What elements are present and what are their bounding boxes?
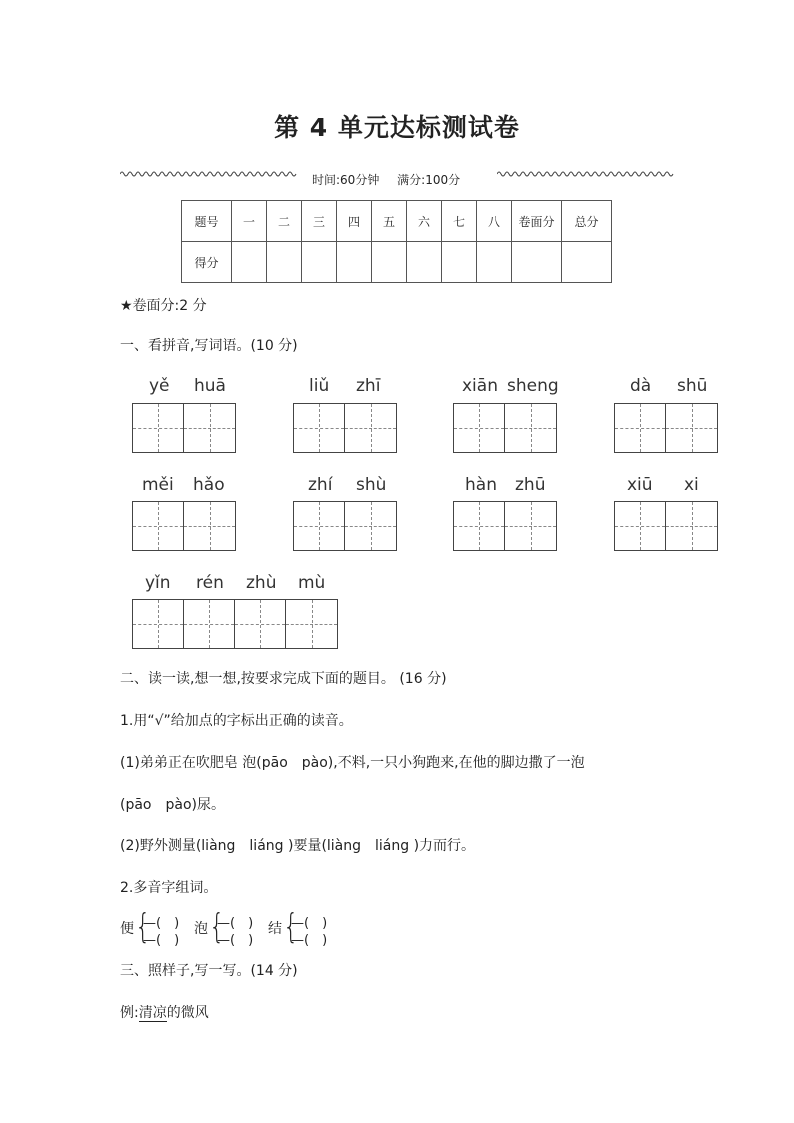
score-header-cell: 题号: [182, 201, 232, 242]
writing-grid[interactable]: [614, 501, 718, 551]
writing-grid[interactable]: [132, 403, 236, 453]
score-table: [181, 200, 612, 283]
score-header-row: [182, 201, 612, 242]
score-header-cell: 一: [232, 201, 267, 242]
example-underlined: 清凉: [138, 1005, 167, 1021]
polyphone-group: [120, 907, 190, 948]
polyphone-group: [194, 907, 264, 948]
polyphone-blank[interactable]: —( ): [143, 916, 180, 931]
pinyin: sheng: [507, 376, 559, 396]
score-header-cell: 四: [337, 201, 372, 242]
pinyin: hǎo: [193, 475, 225, 495]
pinyin: liǔ: [309, 376, 330, 396]
question-1: 1.用“√”给加点的字标出正确的读音。: [120, 713, 353, 729]
decorative-wave-left: [120, 170, 298, 178]
score-header-cell: 八: [477, 201, 512, 242]
example-prefix: 例:: [120, 1005, 139, 1021]
example-rest: 的微风: [166, 1005, 209, 1021]
pinyin: zhī: [356, 376, 381, 396]
score-header-cell: 二: [267, 201, 302, 242]
decorative-wave-right: [497, 170, 675, 178]
pinyin: shù: [356, 475, 387, 495]
writing-grid[interactable]: [132, 599, 338, 649]
section3-heading: 三、照样子,写一写。(14 分): [120, 963, 298, 979]
writing-grid[interactable]: [293, 403, 397, 453]
sentence-1a: (1)弟弟正在吹肥皂 泡(pāo pào),不料,一只小狗跑来,在他的脚边撒了一泡: [120, 755, 585, 771]
polyphone-blank[interactable]: —( ): [143, 933, 180, 948]
brace-icon: {: [283, 907, 299, 947]
question-2: 2.多音字组词。: [120, 880, 218, 896]
pinyin: zhù: [246, 573, 277, 593]
page-title: 第 4 单元达标测试卷: [274, 113, 520, 142]
pinyin: shū: [677, 376, 708, 396]
section1-heading: 一、看拼音,写词语。(10 分): [120, 338, 298, 354]
pinyin: xiān: [462, 376, 498, 396]
polyphone-char: 泡: [194, 921, 208, 937]
exam-full-score: 满分:100分: [397, 173, 461, 187]
exam-time: 时间:60分钟: [312, 173, 380, 187]
pinyin: yǐn: [145, 573, 171, 593]
score-cell[interactable]: [232, 242, 267, 283]
polyphone-char: 结: [268, 921, 282, 937]
score-cell[interactable]: [337, 242, 372, 283]
score-cell[interactable]: [407, 242, 442, 283]
polyphone-blank[interactable]: —( ): [217, 933, 254, 948]
brace-icon: {: [135, 907, 151, 947]
score-header-cell: 三: [302, 201, 337, 242]
section2-heading: 二、读一读,想一想,按要求完成下面的题目。 (16 分): [120, 671, 447, 687]
pinyin: zhí: [308, 475, 333, 495]
brace-icon: {: [209, 907, 225, 947]
score-cell[interactable]: [442, 242, 477, 283]
score-cell[interactable]: [512, 242, 562, 283]
pinyin: xiū: [627, 475, 653, 495]
polyphone-blank[interactable]: —( ): [217, 916, 254, 931]
pinyin: dà: [630, 376, 652, 396]
writing-grid[interactable]: [132, 501, 236, 551]
polyphone-blank[interactable]: —( ): [291, 933, 328, 948]
exam-meta: [312, 171, 474, 188]
score-header-cell: 七: [442, 201, 477, 242]
writing-grid[interactable]: [614, 403, 718, 453]
example-line: [120, 1002, 209, 1022]
pinyin: hàn: [465, 475, 497, 495]
neatness-score: ★卷面分:2 分: [120, 298, 207, 314]
score-cell[interactable]: [302, 242, 337, 283]
writing-grid[interactable]: [293, 501, 397, 551]
pinyin: mù: [298, 573, 326, 593]
score-header-cell: 总分: [562, 201, 612, 242]
score-header-cell: 六: [407, 201, 442, 242]
pinyin: huā: [194, 376, 226, 396]
polyphone-group: [268, 907, 338, 948]
pinyin: měi: [142, 475, 174, 495]
score-cell[interactable]: [267, 242, 302, 283]
score-row-label: 得分: [182, 242, 232, 283]
writing-grid[interactable]: [453, 501, 557, 551]
score-value-row: [182, 242, 612, 283]
score-cell[interactable]: [372, 242, 407, 283]
score-header-cell: 五: [372, 201, 407, 242]
pinyin: xi: [684, 475, 699, 495]
score-cell[interactable]: [477, 242, 512, 283]
pinyin: yě: [149, 376, 170, 396]
score-header-cell: 卷面分: [512, 201, 562, 242]
sentence-1b: (pāo pào)尿。: [120, 797, 225, 813]
polyphone-blank[interactable]: —( ): [291, 916, 328, 931]
pinyin: zhū: [515, 475, 546, 495]
score-cell[interactable]: [562, 242, 612, 283]
writing-grid[interactable]: [453, 403, 557, 453]
sentence-2: (2)野外测量(liàng liáng )要量(liàng liáng )力而行。: [120, 838, 476, 854]
polyphone-char: 便: [120, 921, 134, 937]
pinyin: rén: [196, 573, 224, 593]
